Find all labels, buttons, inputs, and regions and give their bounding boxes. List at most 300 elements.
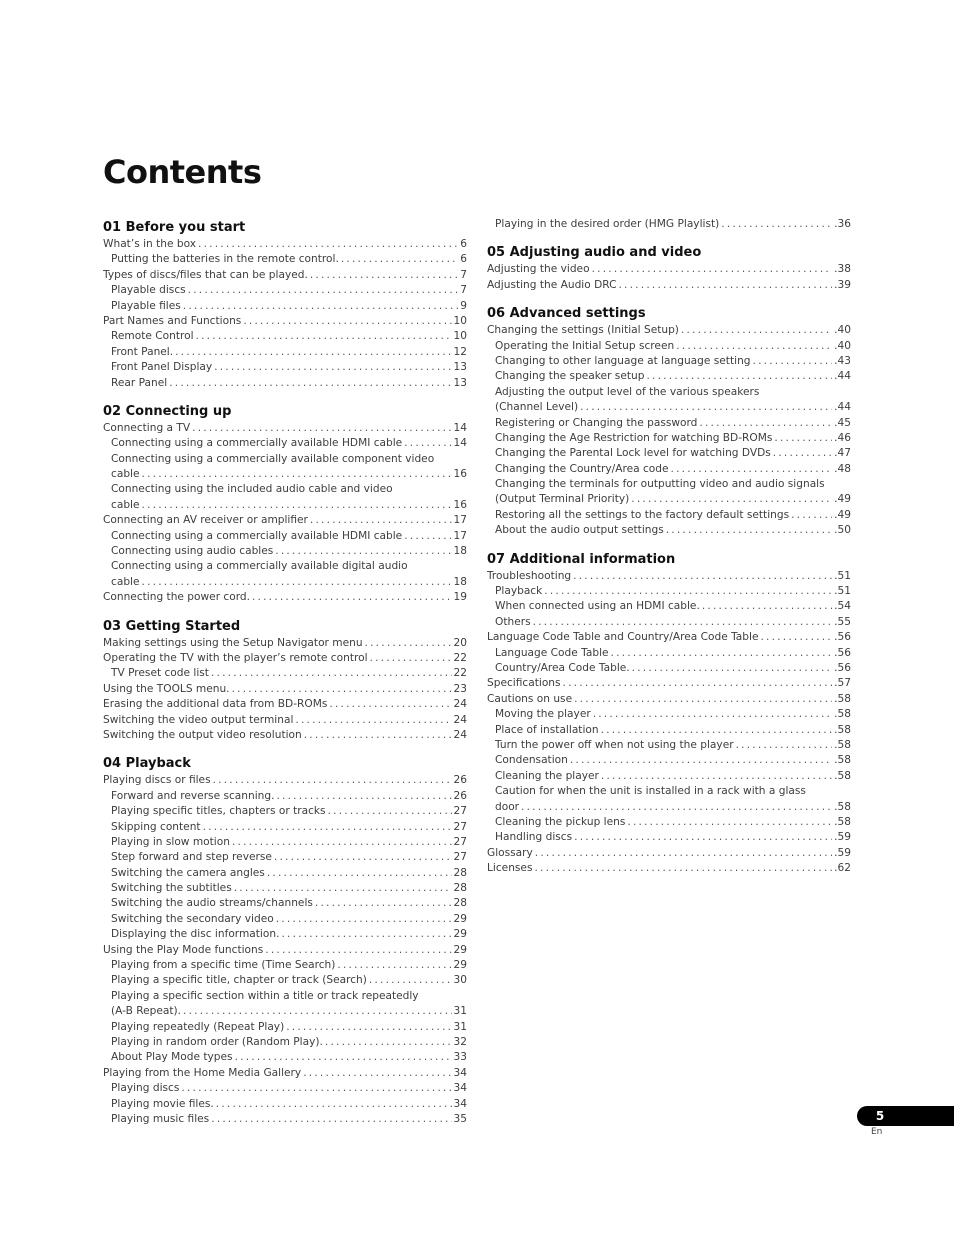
toc-entry-title: Changing the terminals for outputting video and audio signals	[495, 478, 825, 491]
toc-entry[interactable]	[103, 728, 467, 743]
toc-leader-dots	[611, 646, 833, 661]
toc-entry-title: About Play Mode types	[111, 1051, 233, 1064]
toc-entry-title: Glossary	[487, 846, 533, 859]
toc-entry[interactable]	[487, 262, 851, 277]
toc-entry-title: Registering or Changing the password	[495, 416, 698, 429]
toc-entry[interactable]	[103, 268, 467, 283]
toc-entry-title: Condensation	[495, 754, 568, 767]
toc-entry-title: Others	[495, 615, 531, 628]
toc-leader-dots	[601, 723, 833, 738]
toc-entry-page: 33	[453, 1051, 467, 1064]
toc-entry[interactable]	[487, 846, 851, 861]
toc-entry[interactable]	[103, 789, 467, 804]
toc-entry-page: .58	[834, 723, 851, 736]
toc-entry[interactable]	[103, 912, 467, 927]
toc-column-right	[487, 217, 851, 876]
toc-entry[interactable]	[487, 646, 851, 661]
toc-leader-dots	[234, 881, 452, 896]
toc-entry-page: 22	[453, 667, 467, 680]
toc-leader-dots	[275, 544, 451, 559]
toc-entry[interactable]	[103, 666, 467, 681]
toc-entry-page: .56	[834, 646, 851, 659]
toc-leader-dots	[618, 278, 832, 293]
toc-entry[interactable]	[103, 329, 467, 344]
toc-leader-dots	[310, 513, 452, 528]
toc-entry-title: (Channel Level)	[495, 401, 579, 414]
toc-entry-title: Rear Panel	[111, 376, 168, 389]
toc-entry-title: Adjusting the video	[487, 263, 590, 276]
toc-entry[interactable]	[103, 575, 467, 590]
toc-entry[interactable]	[103, 651, 467, 666]
toc-entry[interactable]	[103, 436, 467, 451]
toc-entry-title: Switching the audio streams/channels	[111, 897, 313, 910]
toc-entry[interactable]	[103, 804, 467, 819]
toc-entry-page: 6	[460, 238, 467, 250]
toc-leader-dots	[533, 615, 833, 630]
toc-entry-title: Displaying the disc information.	[111, 928, 280, 941]
toc-entry-page: .58	[834, 769, 851, 782]
toc-entry-title: Connecting using a commercially available HDMI cable	[111, 529, 403, 542]
toc-entry-page: 16	[453, 498, 467, 511]
toc-entry[interactable]	[103, 1112, 467, 1127]
toc-entry[interactable]	[487, 400, 851, 415]
toc-entry-page: 28	[453, 897, 467, 910]
toc-entry[interactable]	[103, 467, 467, 482]
toc-section	[103, 402, 467, 606]
toc-entry-title: Erasing the additional data from BD-ROMs	[103, 698, 328, 711]
toc-entry-page: 29	[453, 928, 467, 941]
toc-entry-page: 27	[453, 805, 467, 818]
toc-entry-title: Country/Area Code Table.	[495, 661, 630, 674]
toc-entry-title: Troubleshooting	[487, 569, 572, 582]
toc-leader-dots	[681, 323, 832, 338]
toc-entry-page: 27	[453, 820, 467, 833]
toc-entry-page: 23	[453, 682, 467, 695]
toc-entry[interactable]	[487, 599, 851, 614]
toc-entry-page: 34	[453, 1082, 467, 1095]
toc-leader-dots	[365, 636, 452, 651]
toc-leader-dots	[274, 850, 452, 865]
toc-entry-page: 35	[453, 1112, 467, 1125]
toc-entry-page: .43	[834, 354, 851, 367]
toc-entry[interactable]	[487, 354, 851, 369]
toc-entry[interactable]	[103, 314, 467, 329]
toc-entry[interactable]	[487, 707, 851, 722]
toc-entry-page: 26	[453, 774, 467, 787]
toc-leader-dots	[196, 329, 452, 344]
toc-entry[interactable]	[103, 713, 467, 728]
toc-section	[103, 754, 467, 1127]
toc-entry-page: 17	[453, 514, 467, 527]
toc-entry[interactable]	[103, 943, 467, 958]
toc-entry-page: 28	[453, 866, 467, 879]
toc-leader-dots	[676, 339, 832, 354]
toc-leader-dots	[404, 436, 451, 451]
toc-entry-title: door	[495, 800, 520, 813]
toc-entry-page: 29	[453, 912, 467, 925]
toc-entry-page: 31	[453, 1020, 467, 1033]
toc-entry[interactable]	[487, 217, 851, 232]
section-heading: 07 Additional information	[487, 551, 676, 567]
toc-entry[interactable]	[103, 590, 467, 605]
toc-entry[interactable]	[487, 492, 851, 507]
toc-entry-title: Connecting using a commercially available component video	[111, 452, 435, 465]
toc-entry-title: cable	[111, 575, 140, 588]
toc-entry-page: 9	[460, 299, 467, 312]
toc-entry[interactable]	[487, 385, 851, 400]
toc-entry-title: About the audio output settings	[495, 524, 664, 537]
toc-entry[interactable]	[487, 278, 851, 293]
toc-entry[interactable]	[103, 835, 467, 850]
toc-entry[interactable]	[487, 784, 851, 799]
toc-entry[interactable]	[103, 682, 467, 697]
toc-entry-title: Switching the video output terminal	[103, 713, 294, 726]
toc-entry-page: 10	[453, 330, 467, 343]
toc-entry-title: Step forward and step reverse	[111, 851, 272, 864]
toc-entry-page: 27	[453, 835, 467, 848]
toc-entry-page: 29	[453, 959, 467, 972]
toc-entry[interactable]	[487, 584, 851, 599]
toc-entry-page: 7	[460, 268, 467, 281]
toc-leader-dots	[181, 1081, 451, 1096]
toc-leader-dots	[773, 446, 832, 461]
toc-leader-dots	[243, 314, 451, 329]
toc-entry-title: Switching the secondary video	[111, 912, 274, 925]
toc-leader-dots	[329, 697, 451, 712]
toc-entry-title: Licenses	[487, 862, 533, 875]
toc-leader-dots	[592, 262, 833, 277]
toc-entry-page: 24	[453, 728, 467, 741]
toc-entry[interactable]	[103, 529, 467, 544]
toc-entry-page: .50	[834, 524, 851, 537]
toc-leader-dots	[192, 421, 451, 436]
toc-entry-title: Connecting an AV receiver or amplifier	[103, 514, 308, 527]
toc-entry[interactable]	[487, 630, 851, 645]
toc-leader-dots	[370, 651, 452, 666]
toc-leader-dots	[235, 1050, 452, 1065]
toc-entry-title: Operating the TV with the player’s remote control	[103, 651, 368, 664]
toc-entry-page: 18	[453, 545, 467, 558]
toc-leader-dots	[753, 354, 833, 369]
toc-entry[interactable]	[103, 482, 467, 497]
toc-leader-dots	[521, 800, 832, 815]
toc-entry-title: cable	[111, 498, 140, 511]
toc-entry[interactable]	[103, 345, 467, 360]
toc-entry-title: What’s in the box	[103, 238, 197, 250]
toc-leader-dots	[142, 575, 452, 590]
toc-entry-title: Adjusting the Audio DRC	[487, 278, 617, 291]
toc-entry[interactable]	[103, 1081, 467, 1096]
toc-leader-dots	[544, 584, 832, 599]
toc-leader-dots	[774, 431, 832, 446]
toc-leader-dots	[791, 508, 832, 523]
toc-entry-page: .40	[834, 339, 851, 352]
toc-entry-page: .44	[834, 370, 851, 383]
toc-entry-title: Switching the output video resolution	[103, 728, 302, 741]
toc-entry-title: Moving the player	[495, 708, 591, 721]
toc-entry-page: 27	[453, 851, 467, 864]
toc-entry-title: Caution for when the unit is installed in a rack with a glass	[495, 785, 806, 798]
toc-entry-page: 10	[453, 314, 467, 327]
toc-entry-page: 12	[453, 345, 467, 358]
toc-leader-dots	[534, 861, 832, 876]
toc-entry-page: .58	[834, 692, 851, 705]
toc-entry-page: 22	[453, 651, 467, 664]
toc-entry-page: 29	[453, 943, 467, 956]
toc-leader-dots	[183, 1004, 451, 1019]
toc-entry-page: 30	[453, 974, 467, 987]
page-language: En	[871, 1127, 883, 1137]
toc-entry[interactable]	[103, 376, 467, 391]
toc-entry[interactable]	[487, 431, 851, 446]
toc-entry[interactable]	[103, 1066, 467, 1081]
toc-entry-page: .58	[834, 800, 851, 813]
toc-entry-title: Skipping content	[111, 820, 201, 833]
toc-leader-dots	[736, 738, 833, 753]
toc-entry-page: .58	[834, 754, 851, 767]
toc-leader-dots	[183, 299, 458, 314]
toc-leader-dots	[142, 498, 452, 513]
toc-entry-title: Remote Control	[111, 330, 194, 343]
toc-leader-dots	[286, 1020, 451, 1035]
section-heading: 01 Before you start	[103, 220, 246, 235]
toc-entry[interactable]	[487, 800, 851, 815]
toc-entry-title: Restoring all the settings to the factory default settings	[495, 508, 790, 521]
toc-entry-title: Playing a specific title, chapter or track (Search)	[111, 974, 367, 987]
toc-entry-title: Changing the speaker setup	[495, 370, 645, 383]
toc-entry-title: Turn the power off when not using the player	[495, 738, 734, 751]
toc-entry-page: 13	[453, 361, 467, 374]
toc-entry-page: 32	[453, 1035, 467, 1048]
toc-entry-title: Switching the subtitles	[111, 882, 232, 895]
toc-entry[interactable]	[487, 692, 851, 707]
toc-entry-page: .39	[834, 278, 851, 291]
toc-entry-title: Handling discs	[495, 831, 573, 844]
toc-leader-dots	[276, 789, 451, 804]
toc-leader-dots	[232, 682, 452, 697]
toc-leader-dots	[281, 927, 451, 942]
toc-entry-title: Playing discs	[111, 1082, 180, 1095]
toc-leader-dots	[563, 676, 833, 691]
toc-entry[interactable]	[487, 676, 851, 691]
toc-entry[interactable]	[103, 498, 467, 513]
toc-entry[interactable]	[487, 830, 851, 845]
toc-entry[interactable]	[103, 1050, 467, 1065]
section-heading: 02 Connecting up	[103, 403, 232, 419]
toc-entry-page: 31	[453, 1005, 467, 1018]
toc-entry[interactable]	[487, 661, 851, 676]
toc-leader-dots	[216, 1097, 452, 1112]
toc-section	[487, 304, 851, 538]
toc-entry-title: Playing a specific section within a title or track repeatedly	[111, 989, 419, 1002]
toc-entry[interactable]	[487, 462, 851, 477]
section-heading: 06 Advanced settings	[487, 306, 646, 322]
toc-entry-title: Part Names and Functions	[103, 314, 242, 327]
toc-entry[interactable]	[487, 815, 851, 830]
toc-entry-title: Switching the camera angles	[111, 866, 265, 879]
toc-entry-page: .45	[834, 416, 851, 429]
toc-entry-title: Playing in random order (Random Play).	[111, 1035, 323, 1048]
toc-entry[interactable]	[487, 861, 851, 876]
toc-entry[interactable]	[103, 927, 467, 942]
toc-leader-dots	[304, 728, 452, 743]
toc-entry-title: Playing repeatedly (Repeat Play)	[111, 1020, 285, 1033]
toc-leader-dots	[671, 462, 833, 477]
toc-leader-dots	[142, 467, 452, 482]
toc-entry-title: Playing movie files.	[111, 1097, 214, 1110]
toc-entry-title: cable	[111, 468, 140, 481]
toc-entry-title: Playable files	[111, 299, 181, 312]
toc-entry[interactable]	[487, 446, 851, 461]
toc-leader-dots	[203, 820, 452, 835]
toc-entry-page: .55	[834, 615, 851, 628]
toc-entry-page: .36	[834, 218, 851, 230]
toc-entry[interactable]	[103, 1020, 467, 1035]
toc-entry-page: .59	[834, 846, 851, 859]
toc-entry-page: .57	[834, 677, 851, 690]
toc-leader-dots	[593, 707, 832, 722]
toc-entry[interactable]	[487, 369, 851, 384]
toc-entry[interactable]	[103, 820, 467, 835]
toc-entry-page: .40	[834, 324, 851, 337]
toc-entry-title: Using the TOOLS menu.	[103, 682, 230, 695]
toc-entry-page: 24	[453, 713, 467, 726]
toc-entry[interactable]	[487, 323, 851, 338]
toc-entry-page: 34	[453, 1066, 467, 1079]
toc-entry[interactable]	[103, 237, 467, 252]
toc-leader-dots	[574, 830, 832, 845]
toc-leader-dots	[276, 912, 452, 927]
toc-leader-dots	[580, 400, 832, 415]
toc-leader-dots	[666, 523, 832, 538]
toc-entry[interactable]	[103, 421, 467, 436]
page-title: Contents	[103, 153, 262, 191]
toc-entry[interactable]	[487, 508, 851, 523]
toc-entry-title: Making settings using the Setup Navigator menu	[103, 636, 363, 649]
toc-leader-dots	[646, 369, 832, 384]
toc-entry[interactable]	[103, 881, 467, 896]
toc-entry-title: Playing specific titles, chapters or tracks	[111, 805, 326, 818]
toc-entry[interactable]	[103, 636, 467, 651]
toc-entry[interactable]	[487, 738, 851, 753]
toc-entry-page: 18	[453, 575, 467, 588]
toc-entry-page: 7	[460, 284, 467, 297]
toc-entry-page: .51	[834, 569, 851, 582]
toc-entry-title: Adjusting the output level of the various speakers	[495, 385, 760, 398]
toc-entry-title: Playing music files	[111, 1112, 210, 1125]
toc-entry[interactable]	[103, 850, 467, 865]
toc-entry-title: Connecting a TV	[103, 421, 191, 434]
toc-entry-title: Cleaning the pickup lens	[495, 815, 626, 828]
toc-entry-page: .58	[834, 738, 851, 751]
toc-entry[interactable]	[103, 299, 467, 314]
toc-leader-dots	[573, 569, 832, 584]
toc-entry[interactable]	[103, 958, 467, 973]
toc-entry-title: Playing in slow motion	[111, 835, 230, 848]
toc-entry-title: Connecting using audio cables	[111, 545, 274, 558]
toc-entry-title: Changing the Parental Lock level for watching DVDs	[495, 447, 771, 460]
toc-entry[interactable]	[103, 896, 467, 911]
toc-leader-dots	[213, 773, 452, 788]
toc-entry[interactable]	[103, 559, 467, 574]
toc-entry[interactable]	[103, 360, 467, 375]
toc-entry-page: 34	[453, 1097, 467, 1110]
toc-leader-dots	[760, 630, 832, 645]
toc-leader-dots	[303, 1066, 451, 1081]
toc-entry[interactable]	[487, 753, 851, 768]
toc-section	[103, 218, 467, 391]
toc-entry-page: .38	[834, 263, 851, 276]
toc-section	[103, 617, 467, 744]
toc-entry-title: Language Code Table and Country/Area Code Table	[487, 631, 759, 644]
toc-entry[interactable]	[487, 477, 851, 492]
toc-entry-page: .51	[834, 585, 851, 598]
toc-entry[interactable]	[103, 283, 467, 298]
toc-entry-title: Putting the batteries in the remote control.	[111, 253, 339, 266]
toc-entry[interactable]	[103, 973, 467, 988]
toc-leader-dots	[188, 283, 459, 298]
toc-entry[interactable]	[103, 697, 467, 712]
toc-entry[interactable]	[487, 339, 851, 354]
toc-entry-title: Specifications	[487, 677, 561, 690]
toc-entry-page: 26	[453, 789, 467, 802]
toc-entry-title: TV Preset code list	[111, 667, 209, 680]
toc-leader-dots	[175, 345, 451, 360]
toc-entry-title: Connecting using the included audio cable and video	[111, 483, 393, 496]
toc-entry-page: 13	[453, 376, 467, 389]
toc-entry[interactable]	[103, 513, 467, 528]
toc-entry-title: Playing discs or files	[103, 774, 211, 787]
toc-entry[interactable]	[487, 723, 851, 738]
toc-entry[interactable]	[103, 544, 467, 559]
toc-entry[interactable]	[103, 989, 467, 1004]
toc-entry-title: Cleaning the player	[495, 769, 599, 782]
toc-section	[487, 243, 851, 293]
toc-leader-dots	[310, 268, 458, 283]
toc-entry[interactable]	[103, 1004, 467, 1019]
toc-leader-dots	[627, 815, 832, 830]
toc-entry[interactable]	[103, 866, 467, 881]
toc-entry-page: 19	[453, 591, 467, 604]
section-heading: 05 Adjusting audio and video	[487, 245, 702, 261]
toc-leader-dots	[328, 804, 452, 819]
toc-entry-page: 16	[453, 468, 467, 481]
toc-entry-title: Language Code Table	[495, 646, 609, 659]
toc-entry[interactable]	[103, 773, 467, 788]
toc-entry[interactable]	[487, 416, 851, 431]
toc-entry[interactable]	[487, 615, 851, 630]
toc-entry[interactable]	[487, 523, 851, 538]
toc-leader-dots	[570, 753, 832, 768]
toc-entry[interactable]	[487, 569, 851, 584]
toc-entry-page: .49	[834, 508, 851, 521]
toc-entry[interactable]	[103, 452, 467, 467]
toc-entry[interactable]	[103, 1097, 467, 1112]
toc-entry[interactable]	[487, 769, 851, 784]
toc-entry-title: Changing to other language at language setting	[495, 354, 751, 367]
toc-leader-dots	[232, 835, 452, 850]
toc-leader-dots	[702, 599, 832, 614]
toc-entry-title: Place of installation	[495, 723, 599, 736]
toc-entry[interactable]	[103, 1035, 467, 1050]
toc-entry-page: .58	[834, 708, 851, 721]
toc-entry[interactable]	[103, 252, 467, 267]
toc-entry-page: .56	[834, 661, 851, 674]
page-number: 5	[875, 1109, 885, 1123]
toc-entry-title: Operating the Initial Setup screen	[495, 339, 675, 352]
section-heading: 04 Playback	[103, 756, 191, 772]
toc-entry-page: 6	[460, 253, 467, 266]
